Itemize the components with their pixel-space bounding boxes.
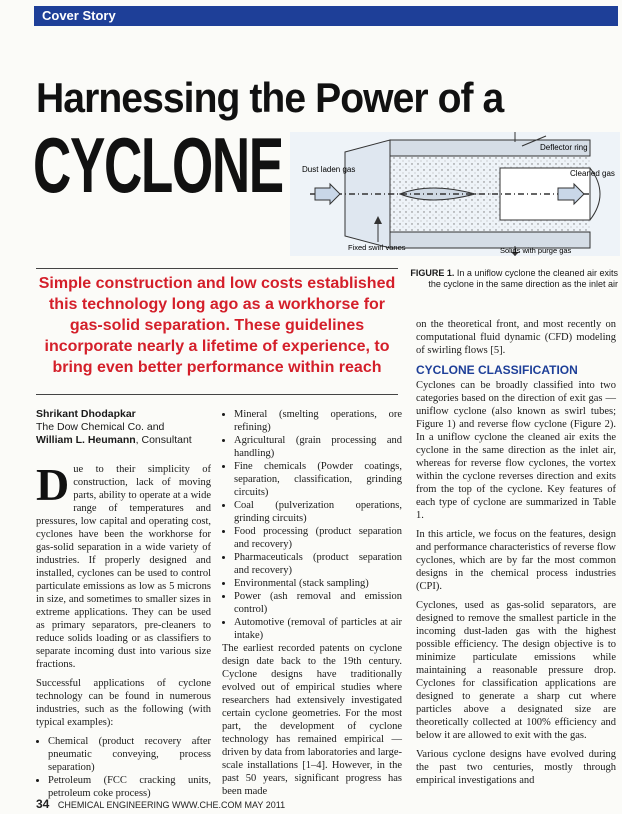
drop-cap: D <box>36 459 70 510</box>
list-item: • Mineral (smelting operations, ore refining) <box>234 408 402 434</box>
section-banner: Cover Story <box>34 6 618 26</box>
history-paragraph: The earliest recorded patents on cyclone design date back to the 19th century. Cyclone designs have traditionally evolved out of empirical studies where researchers had extensively investigated certain cyclone geometries. For the most part, the development of cyclone technology has remained empirical — driven by data from laboratories and large-scale installations [1–4]. However, in the past 50 years, significant progress has been made <box>222 643 402 797</box>
list-item: • Coal (pulverization operations, grinding circuits) <box>234 499 402 525</box>
headline: Harnessing the Power of a <box>36 74 504 121</box>
list-item: • Agricultural (grain processing and handling) <box>234 434 402 460</box>
applications-paragraph: Successful applications of cyclone technology can be found in numerous industries, such as the following (with typical examples): <box>36 678 211 728</box>
figure-caption-text: In a uniflow cyclone the cleaned air exits the cyclone in the same direction as the inlet air <box>428 268 618 289</box>
footer-text: CHEMICAL ENGINEERING WWW.CHE.COM MAY 2011 <box>57 800 286 810</box>
column-1 <box>36 408 211 800</box>
intro-paragraph <box>36 459 211 671</box>
figure-caption <box>410 268 618 290</box>
list-item: • Petroleum (FCC cracking units, petroleum coke process) <box>48 774 211 800</box>
list-item: • Chemical (product recovery after pneumatic conveying, process separation) <box>48 735 211 774</box>
evolution-paragraph: Various cyclone designs have evolved during the past two centuries, mostly through empirical investigations and <box>416 749 616 786</box>
vanes-label: Fixed swirl vanes <box>348 243 406 252</box>
author-1-affiliation: The Dow Chemical Co. and <box>36 421 165 433</box>
list-item: • Fine chemicals (Powder coatings, separation, classification, grinding circuits) <box>234 460 402 499</box>
column-3 <box>416 318 616 793</box>
list-item: • Automotive (removal of particles at air intake) <box>234 616 402 642</box>
intro-text: ue to their simplicity of construction, lack of moving parts, ability to operate at a wide range of temperatures and pressures, low capital and operating cost, cyclones have been the workhorse for gas-solid separation in a wide variety of industries. If properly designed and installed, cyclones can be used to control particulate emissions as low as 5 microns in size, and sometimes to smaller sizes in extreme applications. They can be used as primary separators, pre-cleaners to reduce solids loading or as classifiers to separate incoming dust into various size fractions. <box>36 464 211 670</box>
author-1-name: Shrikant Dhodapkar <box>36 408 136 420</box>
industry-list-2 <box>222 408 402 642</box>
list-item: • Food processing (product separation and recovery) <box>234 525 402 551</box>
deck-rule-bottom <box>36 394 398 395</box>
deflector-label: Deflector ring <box>540 143 588 152</box>
author-block <box>36 408 211 447</box>
cleaned-gas-label: Cleaned gas <box>570 169 615 178</box>
uniflow-cyclone-diagram <box>290 132 620 256</box>
page-footer <box>36 797 616 811</box>
page-number: 34 <box>36 797 50 811</box>
focus-paragraph: In this article, we focus on the features, design and performance characteristics of reverse flow cyclones, which are by far the most common designs in the chemical process industries (CPI). <box>416 529 616 592</box>
figure-label: FIGURE 1. <box>410 268 455 278</box>
classification-paragraph: Cyclones can be broadly classified into two categories based on the direction of exit gas — uniflow cyclone (also known as swirl tubes; Figure 1) and reverse flow cyclone (Figure 2). In a uniflow cyclone the cleaned air exits the cyclone in the same direction as the inlet air, whereas for reverse flow cyclones, the vortex within the cyclone reverses direction and exits from the top of the cyclone. Key features of each type of cyclone are summarized in Table 1. <box>416 380 616 521</box>
industry-list-1 <box>36 735 211 800</box>
list-item: • Environmental (stack sampling) <box>234 577 402 590</box>
author-2-affiliation: , Consultant <box>135 434 192 446</box>
list-item: • Power (ash removal and emission control) <box>234 590 402 616</box>
deck-rule-top <box>36 268 398 269</box>
section-heading: CYCLONE CLASSIFICATION <box>416 363 578 377</box>
cfd-paragraph: on the theoretical front, and most recently on computational fluid dynamic (CFD) modeling of swirling flows [5]. <box>416 319 616 356</box>
solids-label: Solids with purge gas <box>500 246 572 255</box>
dust-label: Dust laden gas <box>302 165 356 174</box>
headline-cyclone: CYCLONE <box>33 121 283 209</box>
deck-text: Simple construction and low costs established this technology long ago as a workhorse for gas-solid separation. These guidelines incorporate nearly a lifetime of experience, to bring even better performance within reach <box>38 275 396 376</box>
list-item: • Pharmaceuticals (product separation and recovery) <box>234 551 402 577</box>
separator-paragraph: Cyclones, used as gas-solid separators, are designed to remove the smallest particle in the incoming dust-laden gas with the highest possible efficiency. The design objective is to minimize particulate emissions while maintaining a reasonable pressure drop. Cyclones for classification applications are designed to generate a sharp cut where particles above a designated size are theoretically collected at 100% efficiency and below it are allowed to exit with the gas. <box>416 600 616 741</box>
author-2-name: William L. Heumann <box>36 434 136 446</box>
column-2 <box>222 408 402 804</box>
